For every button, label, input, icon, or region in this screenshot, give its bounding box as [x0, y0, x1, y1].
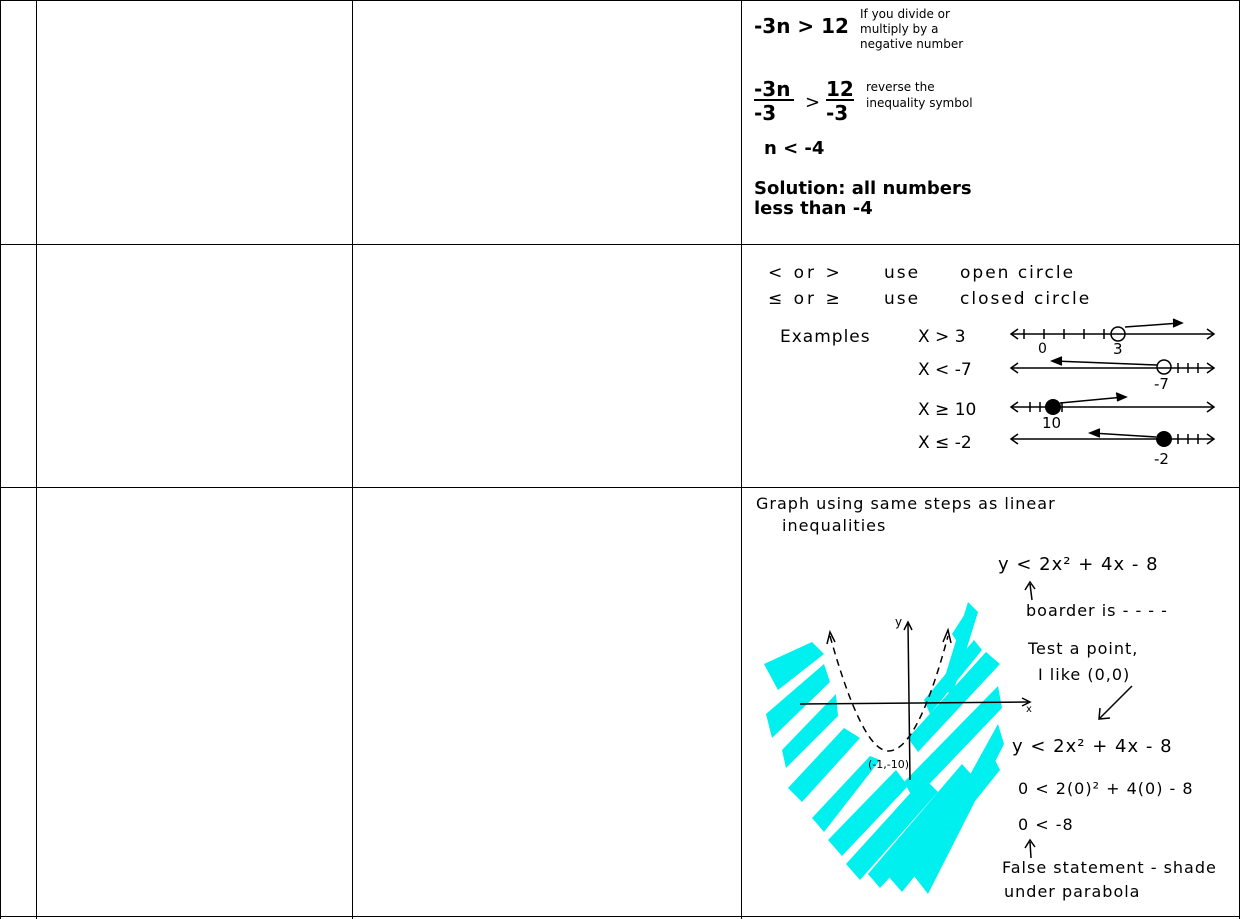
frac-den-left: -3 — [754, 101, 777, 125]
frac-gt: > — [805, 92, 821, 113]
row1-svg — [742, 1, 987, 244]
heading-line-1: Graph using same steps as linear — [756, 494, 1056, 513]
numberline-1-label-3: 3 — [1113, 340, 1123, 358]
row2-svg — [742, 245, 1238, 486]
frac-num-left: -3n — [754, 77, 791, 101]
numberline-3-label: 10 — [1042, 414, 1062, 432]
table-border-right — [1239, 0, 1240, 919]
rule1-use: use — [884, 263, 921, 283]
eq-original: -3n > 12 — [754, 14, 849, 38]
numberline-4-label: -2 — [1154, 450, 1169, 468]
conclusion-1: False statement - shade — [1002, 858, 1217, 877]
closed-circle — [1156, 431, 1172, 447]
conclusion-2: under parabola — [1004, 882, 1141, 901]
numberline-2-label: -7 — [1154, 375, 1169, 393]
axis-x-label: x — [1026, 704, 1032, 715]
numberline-1-label-0: 0 — [1038, 341, 1047, 357]
numberline-3 — [1011, 393, 1214, 412]
test-note-2: I like (0,0) — [1038, 665, 1131, 684]
step-3: 0 < -8 — [1018, 815, 1074, 834]
example-3-ineq: X ≥ 10 — [918, 400, 977, 420]
note-line-3: negative number — [860, 37, 964, 51]
table-divider-1 — [36, 0, 37, 919]
step-2: 0 < 2(0)² + 4(0) - 8 — [1018, 779, 1194, 798]
closed-circle — [1045, 399, 1061, 415]
parabola-arrow-right — [943, 630, 951, 643]
rule2-circle: closed circle — [960, 289, 1092, 309]
rule1-symbols: < or > — [768, 263, 843, 283]
open-circle — [1157, 360, 1171, 374]
numberline-1 — [1011, 319, 1214, 341]
numberline-2 — [1011, 357, 1214, 374]
note-line-2: multiply by a — [860, 22, 939, 36]
axis-y-label: y — [895, 615, 903, 629]
row1-panel — [742, 1, 987, 244]
table-border-top — [0, 0, 1240, 1]
table-border-left — [0, 0, 1, 919]
solution-line-1: Solution: all numbers — [754, 178, 972, 199]
example-2-ineq: X < -7 — [918, 360, 972, 380]
note-line-1: If you divide or — [860, 7, 950, 21]
vertex-label: (-1,-10) — [868, 758, 910, 771]
rule2-use: use — [884, 289, 921, 309]
note2-line-2: inequality symbol — [866, 96, 973, 110]
shade-stripes — [764, 602, 1004, 894]
result: n < -4 — [764, 138, 825, 159]
frac-den-right: -3 — [826, 101, 849, 125]
border-note: boarder is - - - - — [1026, 601, 1168, 620]
examples-label: Examples — [780, 327, 871, 347]
row3-panel — [742, 488, 1238, 915]
heading-line-2: inequalities — [782, 516, 887, 535]
example-4-ineq: X ≤ -2 — [918, 433, 972, 453]
example-1-ineq: X > 3 — [918, 327, 966, 347]
inequality: y < 2x² + 4x - 8 — [998, 554, 1159, 575]
table-divider-2 — [352, 0, 353, 919]
rule2-symbols: ≤ or ≥ — [768, 289, 843, 309]
note2-line-1: reverse the — [866, 80, 935, 94]
table-border-bottom — [0, 916, 1240, 917]
row2-panel — [742, 245, 1238, 486]
frac-num-right: 12 — [826, 77, 854, 101]
step-1: y < 2x² + 4x - 8 — [1012, 736, 1173, 757]
solution-line-2: less than -4 — [754, 198, 873, 219]
test-note-1: Test a point, — [1028, 639, 1139, 658]
rule1-circle: open circle — [960, 263, 1076, 283]
row3-svg — [742, 488, 1238, 915]
